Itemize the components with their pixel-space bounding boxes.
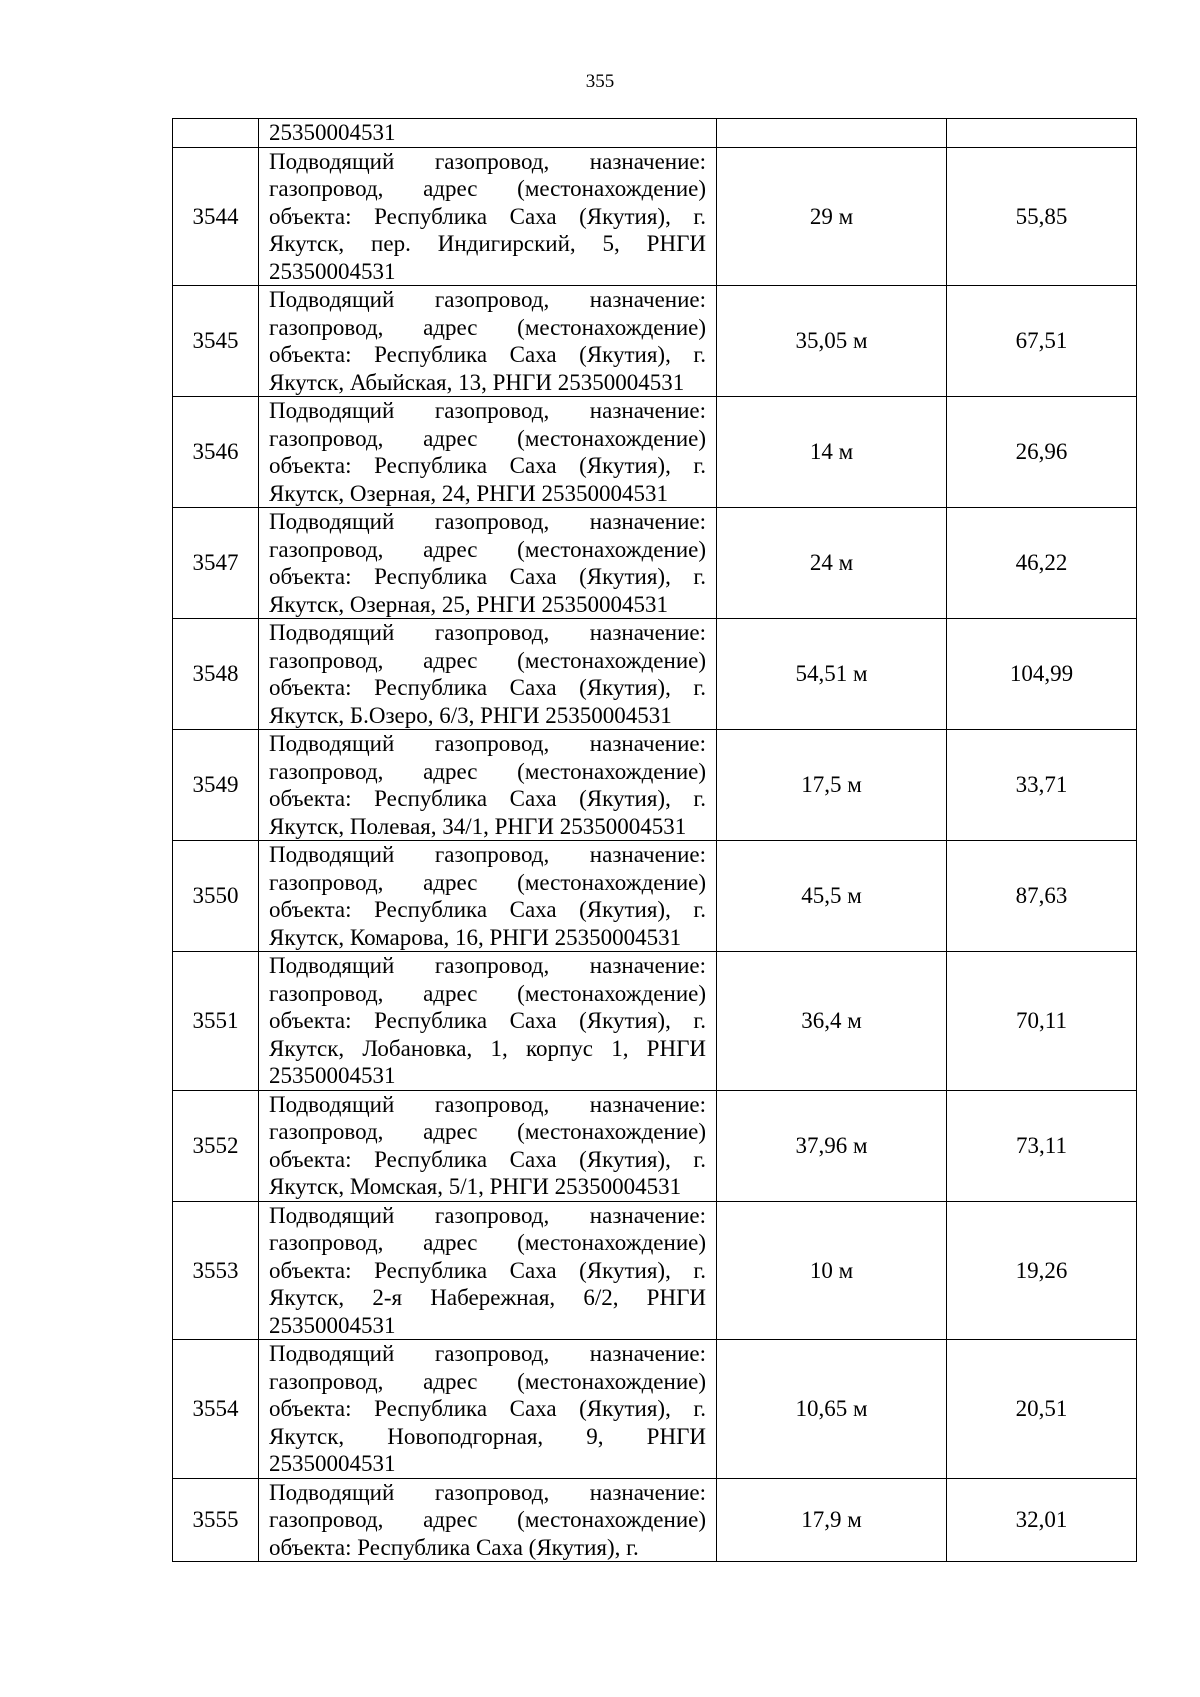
row-length <box>717 119 947 148</box>
row-number: 3547 <box>173 508 259 619</box>
table-row <box>173 119 1137 148</box>
row-value: 32,01 <box>947 1478 1137 1562</box>
row-number: 3555 <box>173 1478 259 1562</box>
row-length: 45,5 м <box>717 841 947 952</box>
row-description: Подводящий газопровод, назначение: газопровод, адрес (местонахождение) объекта: Республика Саха (Якутия), г. Якутск, Озерная, 24, РНГИ 25350004531 <box>259 397 717 508</box>
row-number: 3550 <box>173 841 259 952</box>
row-length: 24 м <box>717 508 947 619</box>
row-length: 17,9 м <box>717 1478 947 1562</box>
row-value: 19,26 <box>947 1201 1137 1340</box>
table-row <box>173 952 1137 1091</box>
row-description: Подводящий газопровод, назначение: газопровод, адрес (местонахождение) объекта: Республика Саха (Якутия), г. Якутск, Лобановка, 1, корпус 1, РНГИ 25350004531 <box>259 952 717 1091</box>
table-row <box>173 508 1137 619</box>
row-number: 3554 <box>173 1340 259 1479</box>
row-length: 10,65 м <box>717 1340 947 1479</box>
table-row <box>173 841 1137 952</box>
row-length: 14 м <box>717 397 947 508</box>
row-value: 73,11 <box>947 1090 1137 1201</box>
property-registry-table <box>172 118 1137 1562</box>
row-value: 87,63 <box>947 841 1137 952</box>
row-length: 54,51 м <box>717 619 947 730</box>
row-number: 3548 <box>173 619 259 730</box>
row-number: 3549 <box>173 730 259 841</box>
row-number: 3546 <box>173 397 259 508</box>
table-row <box>173 147 1137 286</box>
row-length: 37,96 м <box>717 1090 947 1201</box>
row-value <box>947 119 1137 148</box>
row-description: Подводящий газопровод, назначение: газопровод, адрес (местонахождение) объекта: Республика Саха (Якутия), г. Якутск, пер. Индигирский, 5, РНГИ 25350004531 <box>259 147 717 286</box>
row-description: Подводящий газопровод, назначение: газопровод, адрес (местонахождение) объекта: Республика Саха (Якутия), г. Якутск, 2-я Набережная, 6/2, РНГИ 25350004531 <box>259 1201 717 1340</box>
row-length: 17,5 м <box>717 730 947 841</box>
row-value: 33,71 <box>947 730 1137 841</box>
row-length: 29 м <box>717 147 947 286</box>
table-row <box>173 1478 1137 1562</box>
row-description: Подводящий газопровод, назначение: газопровод, адрес (местонахождение) объекта: Республика Саха (Якутия), г. Якутск, Озерная, 25, РНГИ 25350004531 <box>259 508 717 619</box>
row-length: 10 м <box>717 1201 947 1340</box>
row-value: 26,96 <box>947 397 1137 508</box>
row-description: Подводящий газопровод, назначение: газопровод, адрес (местонахождение) объекта: Республика Саха (Якутия), г. Якутск, Б.Озеро, 6/3, РНГИ 25350004531 <box>259 619 717 730</box>
table-row <box>173 286 1137 397</box>
table-row <box>173 1201 1137 1340</box>
row-description: Подводящий газопровод, назначение: газопровод, адрес (местонахождение) объекта: Республика Саха (Якутия), г. Якутск, Абыйская, 13, РНГИ 25350004531 <box>259 286 717 397</box>
row-value: 67,51 <box>947 286 1137 397</box>
row-description: Подводящий газопровод, назначение: газопровод, адрес (местонахождение) объекта: Республика Саха (Якутия), г. <box>259 1478 717 1562</box>
row-number: 3545 <box>173 286 259 397</box>
row-description: Подводящий газопровод, назначение: газопровод, адрес (местонахождение) объекта: Республика Саха (Якутия), г. Якутск, Новоподгорная, 9, РНГИ 25350004531 <box>259 1340 717 1479</box>
row-number: 3544 <box>173 147 259 286</box>
row-number: 3552 <box>173 1090 259 1201</box>
row-value: 20,51 <box>947 1340 1137 1479</box>
row-description: Подводящий газопровод, назначение: газопровод, адрес (местонахождение) объекта: Республика Саха (Якутия), г. Якутск, Полевая, 34/1, РНГИ 25350004531 <box>259 730 717 841</box>
table-row <box>173 619 1137 730</box>
row-length: 36,4 м <box>717 952 947 1091</box>
row-description: Подводящий газопровод, назначение: газопровод, адрес (местонахождение) объекта: Республика Саха (Якутия), г. Якутск, Момская, 5/1, РНГИ 25350004531 <box>259 1090 717 1201</box>
row-value: 70,11 <box>947 952 1137 1091</box>
row-description: 25350004531 <box>259 119 717 148</box>
row-length: 35,05 м <box>717 286 947 397</box>
table-row <box>173 1340 1137 1479</box>
row-value: 55,85 <box>947 147 1137 286</box>
table-row <box>173 1090 1137 1201</box>
page-number: 355 <box>585 71 615 92</box>
table-row <box>173 397 1137 508</box>
row-number <box>173 119 259 148</box>
row-value: 104,99 <box>947 619 1137 730</box>
row-number: 3551 <box>173 952 259 1091</box>
row-description: Подводящий газопровод, назначение: газопровод, адрес (местонахождение) объекта: Республика Саха (Якутия), г. Якутск, Комарова, 16, РНГИ 25350004531 <box>259 841 717 952</box>
row-value: 46,22 <box>947 508 1137 619</box>
row-number: 3553 <box>173 1201 259 1340</box>
table-row <box>173 730 1137 841</box>
